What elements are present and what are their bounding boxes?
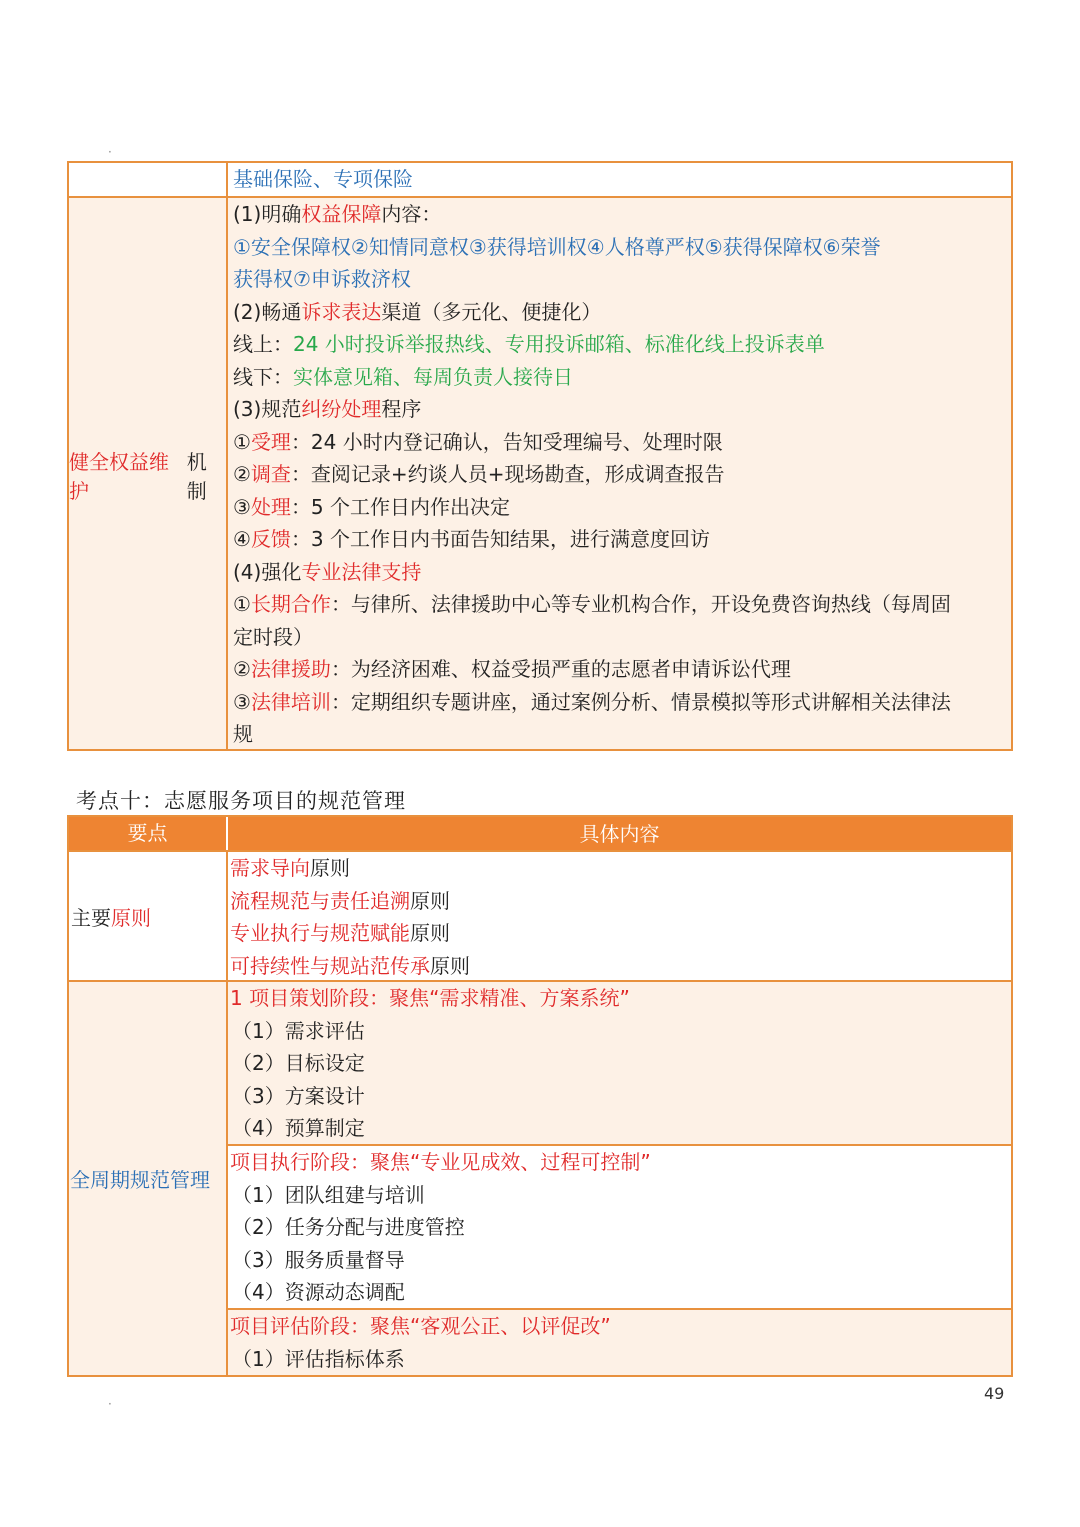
content-line: ③法律培训：定期组织专题讲座，通过案例分析、情景模拟等形式讲解相关法律法 <box>233 689 951 714</box>
page-marker-dot: · <box>108 145 112 159</box>
project-management-table <box>67 815 1013 1377</box>
content-line: (1)明确权益保障内容： <box>233 202 442 226</box>
principle-item: 可持续性与规站范传承原则 <box>230 953 470 978</box>
principles-row <box>69 852 1011 982</box>
principle-item: 流程规范与责任追溯原则 <box>230 888 450 913</box>
principles-content <box>228 852 1011 980</box>
content-line: (3)规范纠纷处理程序 <box>233 397 422 421</box>
content-line: 规 <box>233 722 253 746</box>
label-black-part: 机制 <box>186 449 207 503</box>
table-header <box>69 817 1011 852</box>
header-details: 具体内容 <box>579 822 660 846</box>
rights-maintenance-content <box>228 198 1011 749</box>
content-line: (2)畅通诉求表达渠道（多元化、便捷化） <box>233 299 602 324</box>
stage-item: （2）任务分配与进度管控 <box>232 1215 465 1240</box>
content-line: 定时段） <box>233 624 313 649</box>
content-line: 线上：24 小时投诉举报热线、专用投诉邮箱、标准化线上投诉表单 <box>233 332 825 356</box>
content-line: ③处理：5 个工作日内作出决定 <box>233 494 511 519</box>
full-cycle-label: 全周期规范管理 <box>69 982 228 1375</box>
section-title: 考点十：志愿服务项目的规范管理 <box>76 789 406 813</box>
stage-item: （3）方案设计 <box>232 1083 365 1108</box>
page-marker-dot: · <box>108 1397 112 1411</box>
content-line: ②法律援助：为经济困难、权益受损严重的志愿者申请诉讼代理 <box>233 657 791 681</box>
content-line: 获得权⑦申诉救济权 <box>233 267 411 291</box>
stage-item: （1）需求评估 <box>232 1018 365 1043</box>
content-line: ④反馈：3 个工作日内书面告知结果，进行满意度回访 <box>233 527 711 551</box>
stage-item: （3）服务质量督导 <box>232 1247 405 1272</box>
content-line: ①长期合作：与律所、法律援助中心等专业机构合作，开设免费咨询热线（每周固 <box>233 592 951 616</box>
principle-item: 需求导向原则 <box>230 856 350 880</box>
principle-item: 专业执行与规范赋能原则 <box>230 921 450 946</box>
stage-title: 项目执行阶段：聚焦“专业见成效、过程可控制” <box>230 1150 651 1174</box>
stage-item: （4）资源动态调配 <box>232 1280 405 1305</box>
full-cycle-content <box>228 982 1011 1375</box>
stage-item: （1）评估指标体系 <box>232 1346 405 1371</box>
principles-label: 主要 原则 <box>69 852 228 980</box>
evaluation-stage-block <box>228 1310 1011 1371</box>
execution-stage-block <box>228 1146 1011 1310</box>
stage-item: （2）目标设定 <box>232 1051 365 1076</box>
content-line: 线下：实体意见箱、每周负责人接待日 <box>233 364 573 389</box>
insurance-cell <box>228 163 1011 196</box>
content-line: (4)强化专业法律支持 <box>233 559 422 584</box>
full-cycle-row <box>69 982 1011 1375</box>
stage-title: 1 项目策划阶段：聚焦“需求精准、方案系统” <box>230 986 630 1010</box>
stage-item: （4）预算制定 <box>232 1116 365 1141</box>
header-key-points: 要点 <box>69 817 228 850</box>
rights-table <box>67 161 1013 751</box>
planning-stage-block <box>228 982 1011 1146</box>
empty-label-cell <box>69 163 228 196</box>
insurance-row <box>69 163 1011 198</box>
content-line: ②调查：查阅记录+约谈人员+现场勘查，形成调查报告 <box>233 462 725 486</box>
insurance-text: 基础保险、专项保险 <box>233 167 413 191</box>
stage-title: 项目评估阶段：聚焦“客观公正、以评促改” <box>230 1314 611 1338</box>
page-number: 49 <box>984 1384 1005 1403</box>
stage-item: （1）团队组建与培训 <box>232 1182 425 1207</box>
label-red-part: 健全权益维护 <box>69 449 169 503</box>
content-line: ①受理：24 小时内登记确认，告知受理编号、处理时限 <box>233 429 723 454</box>
rights-maintenance-row <box>69 198 1011 749</box>
content-line: ①安全保障权②知情同意权③获得培训权④人格尊严权⑤获得保障权⑥荣誉 <box>233 234 881 259</box>
rights-maintenance-label <box>69 198 228 749</box>
